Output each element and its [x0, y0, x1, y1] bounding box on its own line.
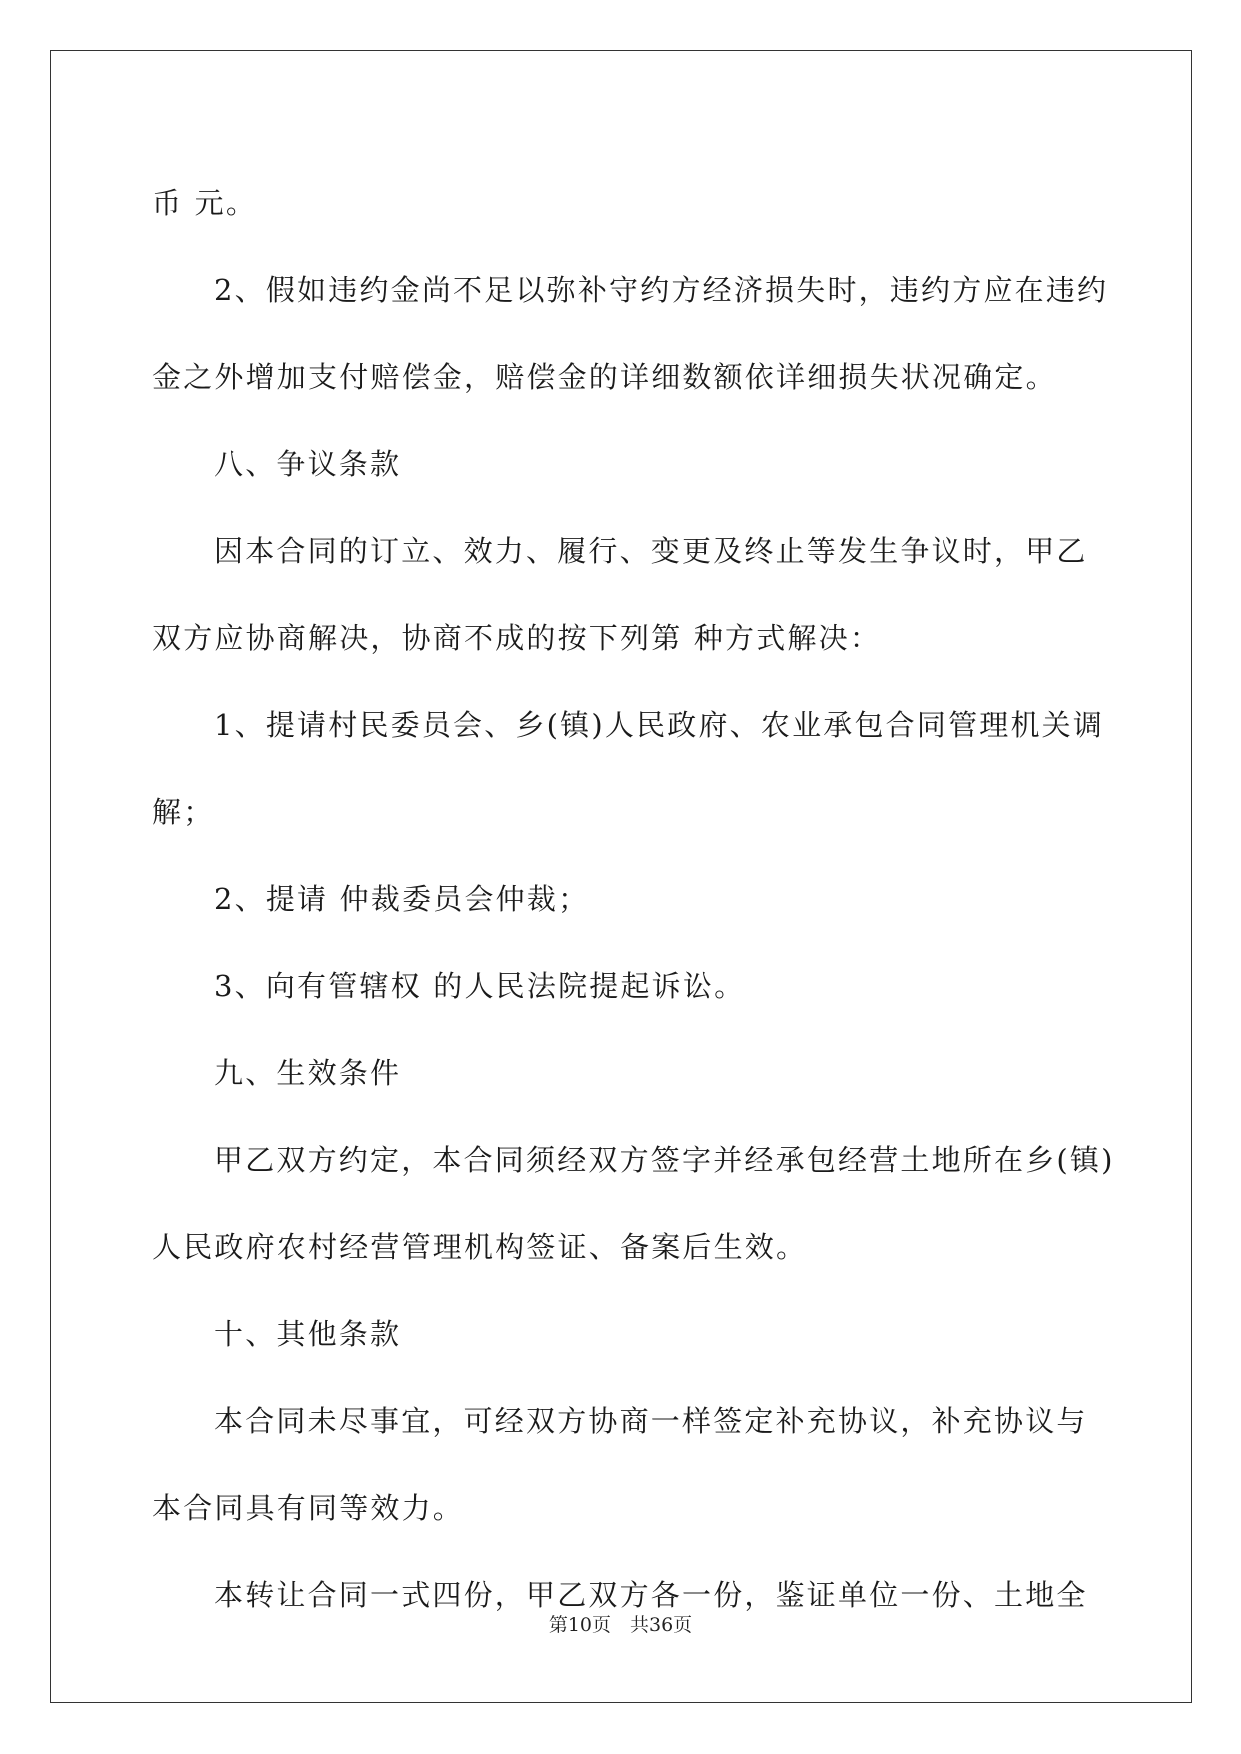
text-line-7: 1、提请村民委员会、乡(镇)人民政府、农业承包合同管理机关调 — [214, 708, 1105, 742]
text-line-8: 解； — [152, 795, 215, 829]
text-line-17: 本转让合同一式四份，甲乙双方各一份，鉴证单位一份、土地全 — [214, 1578, 1088, 1612]
section-heading-other: 十、其他条款 — [214, 1317, 402, 1351]
text-line-5: 因本合同的订立、效力、履行、变更及终止等发生争议时，甲乙 — [214, 534, 1088, 568]
text-line-13: 人民政府农村经营管理机构签证、备案后生效。 — [152, 1230, 808, 1264]
text-line-12: 甲乙双方约定，本合同须经双方签字并经承包经营土地所在乡(镇) — [214, 1143, 1115, 1177]
section-heading-effective: 九、生效条件 — [214, 1056, 402, 1090]
page-number-footer: 第10页 共36页 — [548, 1614, 693, 1636]
text-line-16: 本合同具有同等效力。 — [152, 1491, 465, 1525]
text-line-10: 3、向有管辖权 的人民法院提起诉讼。 — [214, 969, 746, 1003]
text-line-6: 双方应协商解决，协商不成的按下列第 种方式解决： — [152, 621, 882, 655]
text-line-3: 金之外增加支付赔偿金，赔偿金的详细数额依详细损失状况确定。 — [152, 360, 1057, 394]
text-line-2: 2、假如违约金尚不足以弥补守约方经济损失时，违约方应在违约 — [214, 273, 1109, 307]
text-line-1: 币 元。 — [152, 186, 258, 220]
document-body — [152, 160, 1115, 1639]
section-heading-dispute: 八、争议条款 — [214, 447, 402, 481]
text-line-15: 本合同未尽事宜，可经双方协商一样签定补充协议，补充协议与 — [214, 1404, 1088, 1438]
text-line-9: 2、提请 仲裁委员会仲裁； — [214, 882, 590, 916]
